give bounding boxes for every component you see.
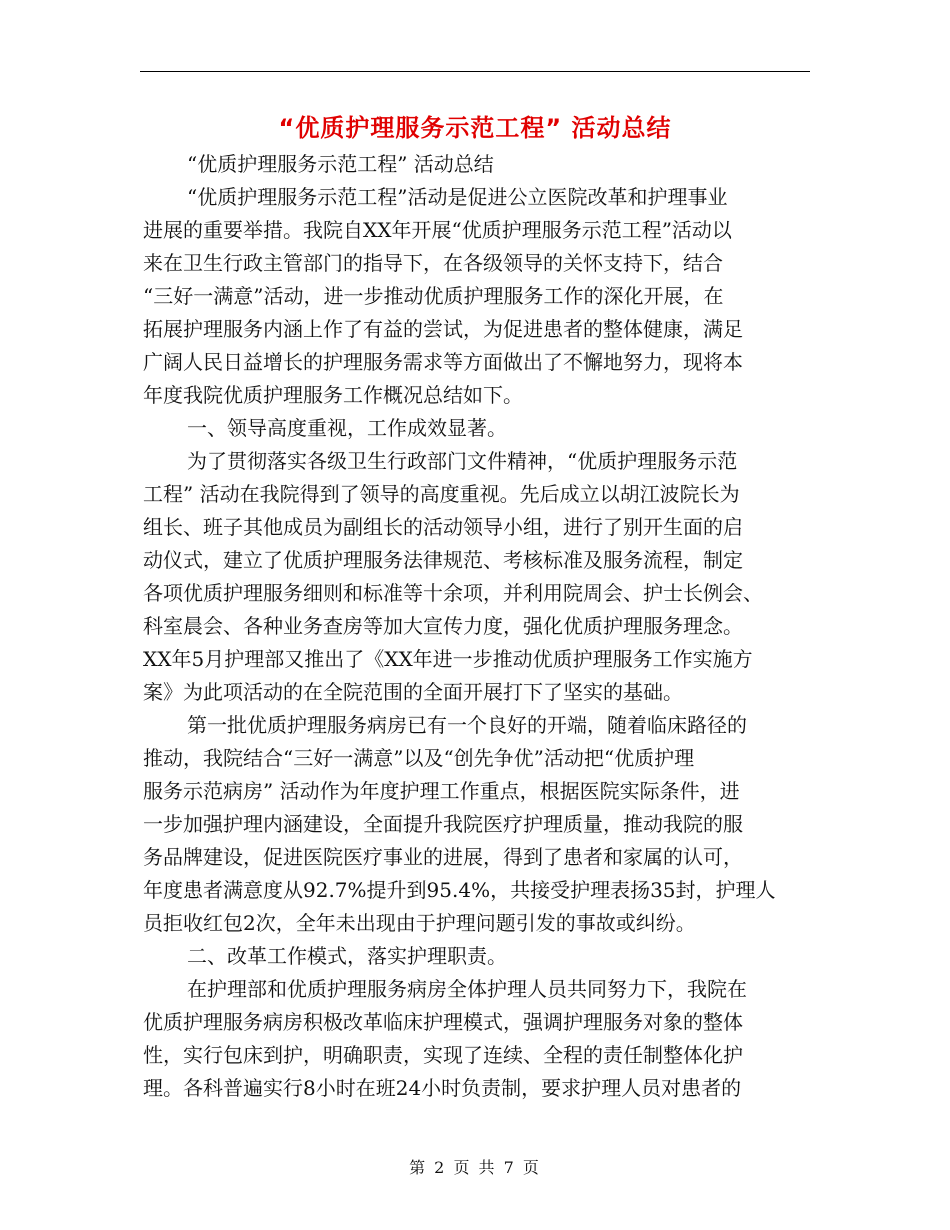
document-title: “优质护理服务示范工程” 活动总结 bbox=[278, 114, 672, 142]
body-line: 各项优质护理服务细则和标准等十余项，并利用院周会、护士长例会、 bbox=[143, 581, 763, 605]
body-line: 为了贯彻落实各级卫生行政部门文件精神，“优质护理服务示范 bbox=[187, 449, 738, 473]
body-line: 拓展护理服务内涵上作了有益的尝试，为促进患者的整体健康，满足 bbox=[143, 317, 743, 341]
body-line: 推动，我院结合“三好一满意”以及“创先争优”活动把“优质护理 bbox=[143, 746, 695, 770]
body-line: 第一批优质护理服务病房已有一个良好的开端，随着临床路径的 bbox=[187, 713, 747, 737]
body-line: 优质护理服务病房积极改革临床护理模式，强调护理服务对象的整体 bbox=[143, 1010, 743, 1034]
body-line: 来在卫生行政主管部门的指导下，在各级领导的关怀支持下，结合 bbox=[143, 251, 723, 275]
body-line: XX年5月护理部又推出了《XX年进一步推动优质护理服务工作实施方 bbox=[143, 647, 753, 671]
body-line: 理。各科普遍实行8小时在班24小时负责制，要求护理人员对患者的 bbox=[143, 1076, 742, 1100]
body-line: 一步加强护理内涵建设，全面提升我院医疗护理质量，推动我院的服 bbox=[143, 812, 743, 836]
body-line: 工程” 活动在我院得到了领导的高度重视。先后成立以胡江波院长为 bbox=[143, 482, 740, 506]
page-footer: 第 2 页 共 7 页 bbox=[409, 1158, 541, 1177]
body-line: 动仪式，建立了优质护理服务法律规范、考核标准及服务流程，制定 bbox=[143, 548, 743, 572]
body-line: 服务示范病房” 活动作为年度护理工作重点，根据医院实际条件，进 bbox=[143, 779, 740, 803]
body-line: “优质护理服务示范工程”活动是促进公立医院改革和护理事业 bbox=[187, 185, 728, 209]
body-line: 广阔人民日益增长的护理服务需求等方面做出了不懈地努力，现将本 bbox=[143, 350, 743, 374]
body-line: 在护理部和优质护理服务病房全体护理人员共同努力下，我院在 bbox=[187, 977, 747, 1001]
body-line: 性，实行包床到护，明确职责，实现了连续、全程的责任制整体化护 bbox=[143, 1043, 743, 1067]
body-line: 案》为此项活动的在全院范围的全面开展打下了坚实的基础。 bbox=[143, 680, 683, 704]
header-rule bbox=[140, 71, 810, 72]
body-line: “优质护理服务示范工程” 活动总结 bbox=[187, 152, 494, 176]
document-body bbox=[143, 148, 803, 1105]
body-line: 一、领导高度重视，工作成效显著。 bbox=[187, 416, 507, 440]
body-line: 年度我院优质护理服务工作概况总结如下。 bbox=[143, 383, 523, 407]
body-line: 进展的重要举措。我院自XX年开展“优质护理服务示范工程”活动以 bbox=[143, 218, 732, 242]
body-line: 年度患者满意度从92.7%提升到95.4%，共接受护理表扬35封，护理人 bbox=[143, 878, 776, 902]
body-line: “三好一满意”活动，进一步推动优质护理服务工作的深化开展，在 bbox=[143, 284, 724, 308]
body-line: 组长、班子其他成员为副组长的活动领导小组，进行了别开生面的启 bbox=[143, 515, 743, 539]
body-line: 科室晨会、各种业务查房等加大宣传力度，强化优质护理服务理念。 bbox=[143, 614, 743, 638]
body-line: 员拒收红包2次，全年未出现由于护理问题引发的事故或纠纷。 bbox=[143, 911, 696, 935]
body-line: 务品牌建设，促进医院医疗事业的进展，得到了患者和家属的认可， bbox=[143, 845, 743, 869]
body-line: 二、改革工作模式，落实护理职责。 bbox=[187, 944, 507, 968]
